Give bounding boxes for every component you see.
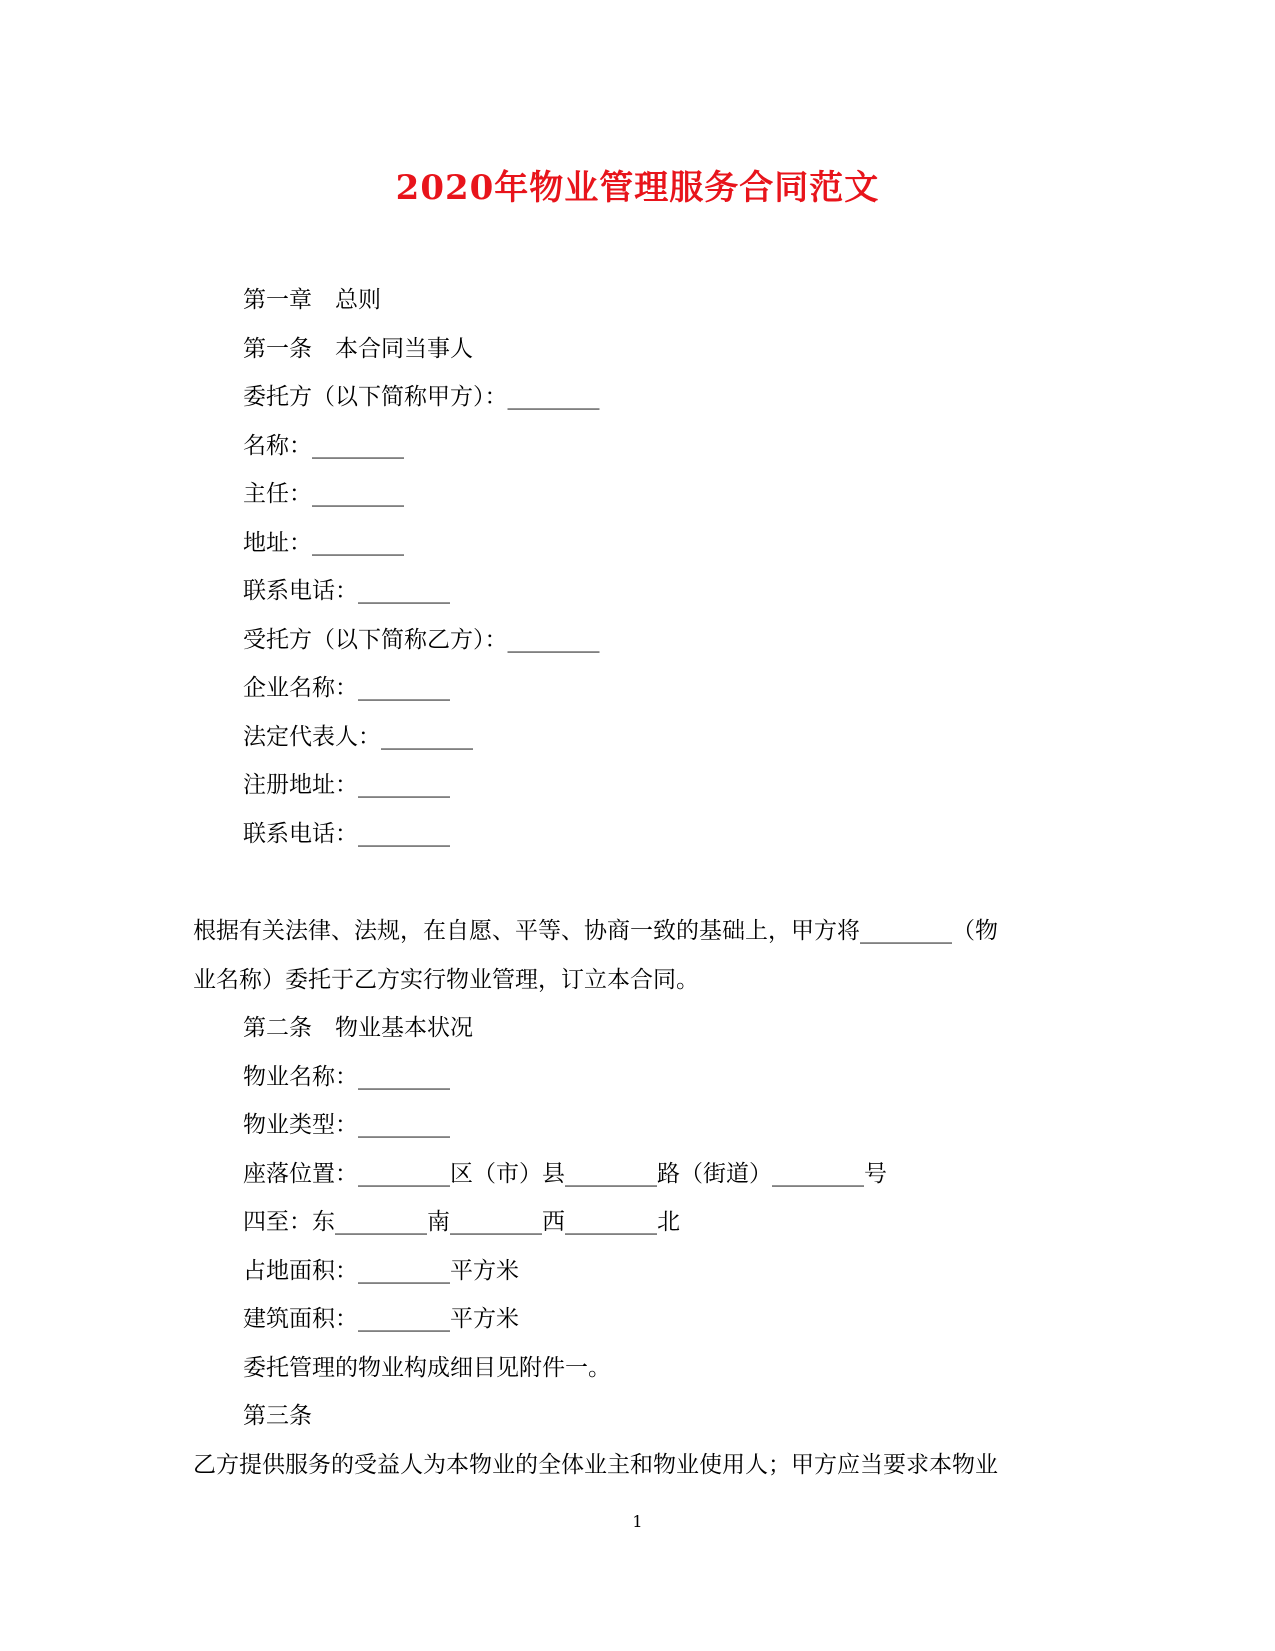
document-title: 2020年物业管理服务合同范文: [395, 168, 880, 208]
building-area-line: 建筑面积：________平方米: [243, 1306, 519, 1332]
party-a-director-line: 主任：________: [243, 481, 404, 507]
property-boundaries-line: 四至：东________南________西________北: [243, 1209, 680, 1235]
party-b-phone-line: 联系电话：________: [243, 820, 450, 847]
party-b-address-line: 注册地址：________: [243, 772, 450, 798]
party-a-phone-line: 联系电话：________: [243, 578, 450, 604]
article-heading: 第二条 物业基本状况: [243, 1015, 473, 1041]
body-paragraph-line: 根据有关法律、法规，在自愿、平等、协商一致的基础上，甲方将________（物: [193, 918, 998, 944]
party-b-line: 受托方（以下简称乙方）：________: [243, 626, 600, 653]
body-paragraph-line: 乙方提供服务的受益人为本物业的全体业主和物业使用人；甲方应当要求本物业: [193, 1451, 998, 1478]
article-heading: 第三条: [243, 1403, 312, 1429]
party-a-address-line: 地址：________: [243, 529, 404, 556]
paragraph-gap: [193, 858, 1093, 907]
chapter-heading: 第一章 总则: [243, 287, 381, 313]
party-b-representative-line: 法定代表人：________: [243, 723, 473, 750]
land-area-line: 占地面积：________平方米: [243, 1257, 519, 1284]
property-location-line: 座落位置：________区（市）县________路（街道）________号: [243, 1160, 887, 1187]
party-a-line: 委托方（以下简称甲方）：________: [243, 384, 600, 410]
property-type-line: 物业类型：________: [243, 1112, 450, 1138]
body-paragraph-line: 业名称）委托于乙方实行物业管理，订立本合同。: [193, 966, 699, 993]
property-name-line: 物业名称：________: [243, 1063, 450, 1090]
attachment-note-line: 委托管理的物业构成细目见附件一。: [243, 1354, 611, 1381]
page-number: 1: [632, 1512, 643, 1531]
party-b-company-line: 企业名称：________: [243, 675, 450, 701]
document-body: [193, 276, 1093, 1489]
article-heading: 第一条 本合同当事人: [243, 335, 473, 362]
party-a-name-line: 名称：________: [243, 432, 404, 459]
